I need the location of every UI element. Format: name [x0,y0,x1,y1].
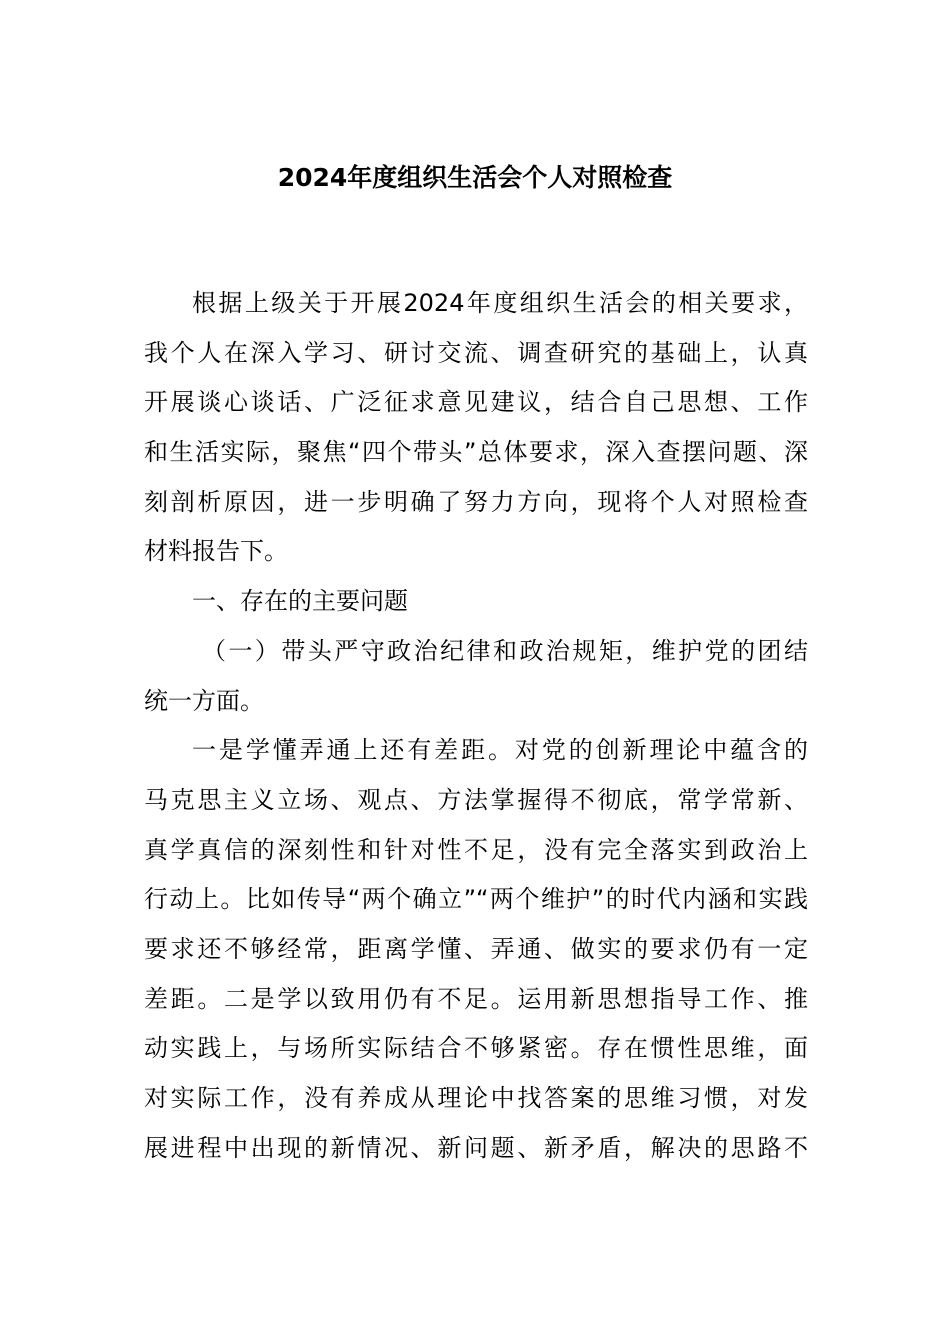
text-line: 展进程中出现的新情况、新问题、新矛盾，解决的思路不 [144,1133,808,1162]
subsection-heading [144,627,808,726]
document-title: 2024年度组织生活会个人对照检查 [277,163,673,192]
text-line: 一、存在的主要问题 [192,587,408,616]
text-line: 一是学懂弄通上还有差距。对党的创新理论中蕴含的 [192,736,808,765]
text-line: 根据上级关于开展2024年度组织生活会的相关要求， [192,289,808,317]
paragraph-intro [144,279,808,577]
section-heading [144,577,808,627]
text-line: 真学真信的深刻性和针对性不足，没有完全落实到政治上 [144,835,808,864]
text-line: 开展谈心谈话、广泛征求意见建议，结合自己思想、工作 [144,388,808,417]
text-line: （一）带头严守政治纪律和政治规矩，维护党的团结 [202,636,808,665]
text-line: 要求还不够经常，距离学懂、弄通、做实的要求仍有一定 [144,934,808,963]
text-line: 动实践上，与场所实际结合不够紧密。存在惯性思维，面 [144,1034,808,1063]
text-line: 我个人在深入学习、研讨交流、调查研究的基础上，认真 [144,338,808,367]
text-line: 和生活实际，聚焦“四个带头”总体要求，深入查摆问题、深 [144,438,808,467]
paragraph-problems [144,726,808,1173]
text-line: 材料报告下。 [144,537,288,566]
text-line: 行动上。比如传导“两个确立”“两个维护”的时代内涵和实践 [144,885,808,914]
text-line: 马克思主义立场、观点、方法掌握得不彻底，常学常新、 [144,785,808,814]
text-line: 刻剖析原因，进一步明确了努力方向，现将个人对照检查 [144,487,808,516]
document-body [144,279,808,1173]
text-line: 对实际工作，没有养成从理论中找答案的思维习惯，对发 [144,1084,808,1112]
text-line: 统一方面。 [144,686,264,715]
text-line: 差距。二是学以致用仍有不足。运用新思想指导工作、推 [144,984,808,1013]
